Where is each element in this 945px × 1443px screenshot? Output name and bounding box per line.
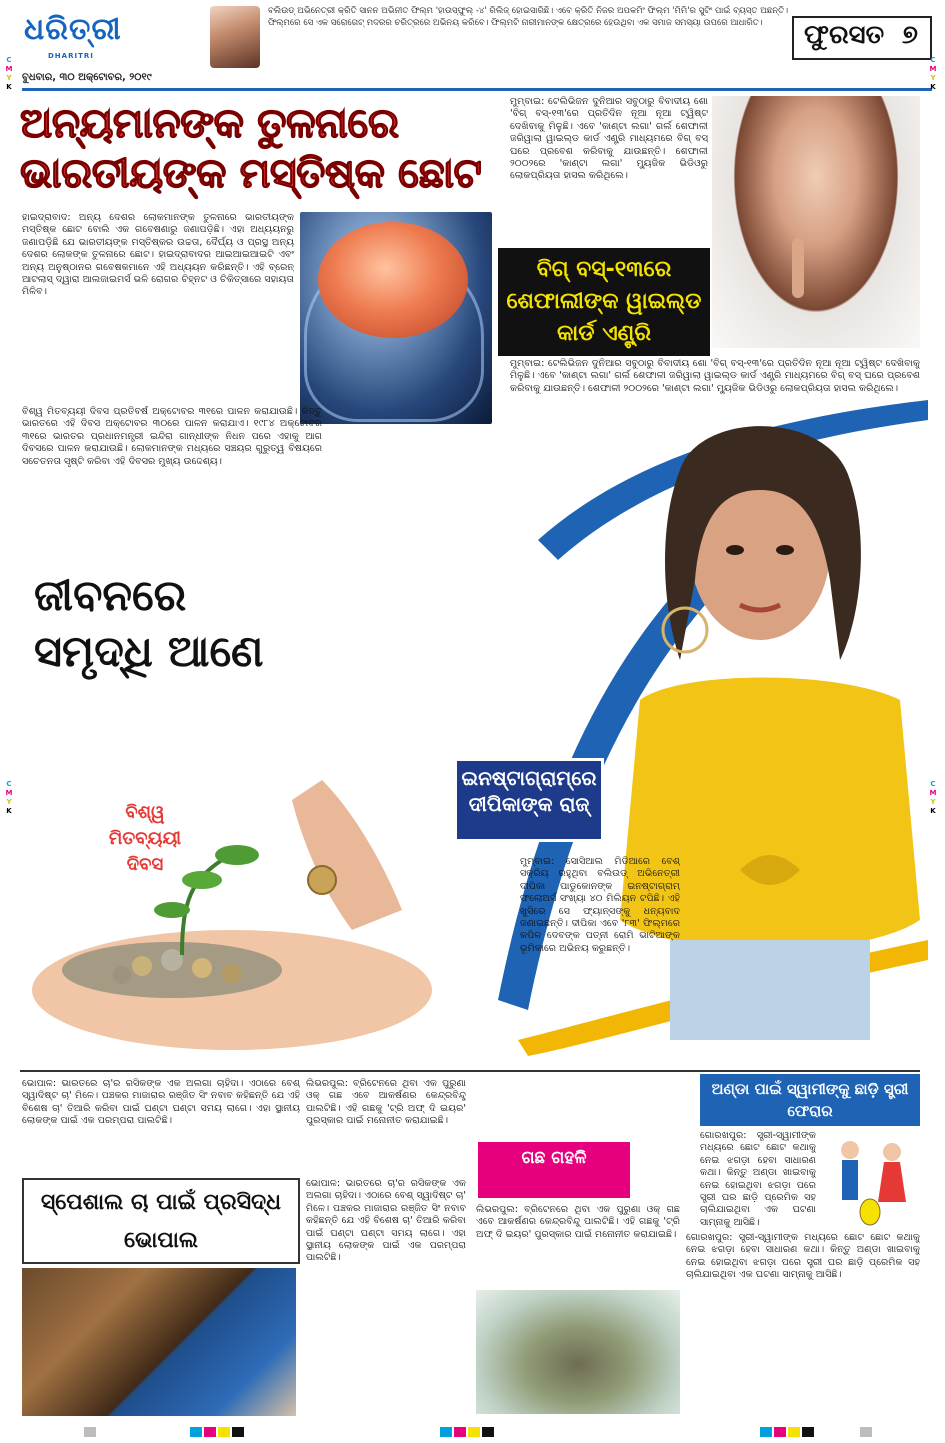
color-bar bbox=[468, 1427, 480, 1437]
savings-label: ବିଶ୍ୱ ମିତବ୍ୟୟୀ ଦିବସ bbox=[108, 802, 182, 875]
masthead bbox=[22, 6, 932, 92]
registration-mark: C M Y K bbox=[929, 780, 937, 815]
bhopal-heading: ସ୍ପେଶାଲ ଚା ପାଇଁ ପ୍ରସିଦ୍ଧ ଭୋପାଲ bbox=[22, 1178, 300, 1264]
biggboss-body-continued: ମୁମ୍ବାଇ: ଟେଲିଭିଜନ ଦୁନିଆର ସବୁଠାରୁ ବିବାଦୀୟ ଶୋ 'ବିଗ୍ ବସ୍-୧୩'ରେ ପ୍ରତିଦିନ ନୂଆ ନୂଆ ଟ୍ୱିଷ୍ଟ ଦେଖିବାକୁ ମିଳୁଛି। ଏବେ 'କାଣ୍ଟା ଲଗା' ଗର୍ଲ ଶେଫାଳୀ ଜରିୱାଲା ୱାଇଲ୍ଡ କାର୍ଡ ଏଣ୍ଟ୍ରି ମାଧ୍ୟମରେ ବିଗ୍ ବସ୍ ଘରେ ପ୍ରବେଶ କରିବାକୁ ଯାଉଛନ୍ତି। ଶେଫାଳୀ ୨୦୦୨ରେ 'କାଣ୍ଟା ଲଗା' ମ୍ୟୁଜିକ ଭିଡିଓରୁ ଲୋକପ୍ରିୟତା ହାସଲ କରିଥିଲେ। bbox=[510, 358, 920, 394]
brain-body: ହାଇଦ୍ରାବାଦ: ଅନ୍ୟ ଦେଶର ଲୋକମାନଙ୍କ ତୁଳନାରେ ଭାରତୀୟଙ୍କ ମସ୍ତିଷ୍କ ଛୋଟ ବୋଲି ଏକ ଗବେଷଣାରୁ ଜଣାପଡ଼ିଛି। ଏହା ଅଧ୍ୟୟନରୁ ଜଣାପଡ଼ିଛି ଯେ ଭାରତୀୟଙ୍କ ମସ୍ତିଷ୍କର ଉଚ୍ଚତା, ଦୈର୍ଘ୍ୟ ଓ ପ୍ରସ୍ଥ ଅନ୍ୟ ଦେଶର ଲୋକଙ୍କ ତୁଳନାରେ ଛୋଟ। ହାଇଦ୍ରାବାଦର ଆଇଆଇଆଇଟି ଏବଂ ଅନ୍ୟ ଅନୁଷ୍ଠାନର ଗବେଷକମାନେ ଏହି ଅଧ୍ୟୟନ କରିଛନ୍ତି। ଏହି ବ୍ରେନ୍ ଆଟଲାସ୍ ଦ୍ୱାରା ଆଲଜାଇମର୍ସ ଭଳି ରୋଗର ଚିହ୍ନଟ ଓ ଚିକିତ୍ସାରେ ସହାୟତା ମିଳିବ। bbox=[22, 212, 294, 298]
biggboss-heading: ବିଗ୍ ବସ୍-୧୩ରେ ଶେଫାଲୀଙ୍କ ୱାଇଲ୍ଡ କାର୍ଡ ଏଣ୍ଟ୍ରି bbox=[498, 248, 710, 356]
color-bar bbox=[802, 1427, 814, 1437]
color-bar bbox=[760, 1427, 772, 1437]
wife-heading: ଅଣ୍ଡା ପାଇଁ ସ୍ୱାମୀଙ୍କୁ ଛାଡ଼ି ସ୍ତ୍ରୀ ଫେରାର bbox=[700, 1074, 920, 1126]
coins-hand-illustration bbox=[22, 770, 442, 1060]
dateline: ବୁଧବାର, ୩୦ ଅକ୍ଟୋବର, ୨୦୧୯ bbox=[22, 72, 152, 83]
deepika-body: ମୁମ୍ବାଇ: ସୋସିଆଲ ମିଡିଆରେ ବେଶ୍ ସକ୍ରିୟ ରହୁଥିବା ବଲିଉଡ୍ ଅଭିନେତ୍ରୀ ଦୀପିକା ପାଡୁକୋନଙ୍କ ଇନଷ୍ଟାଗ୍ରାମ୍ ଫଲୋଅର୍ସ ସଂଖ୍ୟା ୪୦ ମିଲିୟନ ଟପିଛି। ଏହି ଖୁସିରେ ସେ ଫ୍ୟାନ୍ସଙ୍କୁ ଧନ୍ୟବାଦ ଜଣାଇଛନ୍ତି। ଦୀପିକା ଏବେ '୮୩' ଫିଲ୍ମରେ କପିଳ ଦେବଙ୍କ ପତ୍ନୀ ରୋମି ଭାଟିଆଙ୍କ ଭୂମିକାରେ ଅଭିନୟ କରୁଛନ୍ତି। bbox=[520, 856, 680, 954]
page-number: ୭ bbox=[902, 20, 918, 50]
color-bar bbox=[774, 1427, 786, 1437]
newspaper-logo-sub: DHARITRI bbox=[48, 52, 94, 60]
color-bar bbox=[84, 1427, 96, 1437]
brain-icon bbox=[318, 222, 468, 338]
color-bar bbox=[218, 1427, 230, 1437]
wife-body-continued: ଗୋରଖପୁର: ସ୍ତ୍ରୀ-ସ୍ୱାମୀଙ୍କ ମଧ୍ୟରେ ଛୋଟ ଛୋଟ କଥାକୁ ନେଇ ଝଗଡ଼ା ହେବା ସାଧାରଣ କଥା। କିନ୍ତୁ ଅଣ୍ଡା ଖାଇବାକୁ ନେଇ ହୋଇଥିବା ଝଗଡ଼ା ପରେ ସ୍ତ୍ରୀ ଘର ଛାଡ଼ି ପ୍ରେମିକ ସହ ଚାଲିଯାଇଥିବା ଏକ ଘଟଣା ସାମ୍ନାକୁ ଆସିଛି। bbox=[686, 1232, 920, 1281]
color-bar bbox=[190, 1427, 202, 1437]
bhopal-body: ଭୋପାଳ: ଭାରତରେ ଚା'ର ରସିକଙ୍କ ଏକ ଅଲଗା ଚାହିଦା। ଏଠାରେ ବେଶ୍ ସ୍ୱାଦିଷ୍ଟ ଚା' ମିଳେ। ପଞ୍ଚକର ମାଜାରାର ରଞ୍ଜିତ ସିଂ ନବାବ କହିଛନ୍ତି ଯେ ଏହି ବିଶେଷ ଚା' ତିଆରି କରିବା ପାଇଁ ଘଣ୍ଟା ଘଣ୍ଟା ସମୟ ଲାଗେ। ଏହା ସ୍ଥାନୀୟ ଲୋକଙ୍କ ପାଇଁ ଏକ ପରମ୍ପରା ପାଲଟିଛି। bbox=[22, 1078, 300, 1127]
masthead-rule bbox=[22, 88, 932, 91]
color-bar bbox=[860, 1427, 872, 1437]
deepika-heading: ଇନଷ୍ଟାଗ୍ରାମ୍‌ରେ ଦୀପିକାଙ୍କ ରାଜ୍ bbox=[454, 758, 604, 842]
color-bar bbox=[788, 1427, 800, 1437]
savings-heading: ଜୀବନରେ ସମୃଦ୍ଧି ଆଣେ bbox=[34, 571, 264, 677]
tree-photo bbox=[476, 1290, 680, 1414]
brain-headline: ଅନ୍ୟମାନଙ୍କ ତୁଳନାରେ ଭାରତୀୟଙ୍କ ମସ୍ତିଷ୍କ ଛୋଟ bbox=[20, 99, 482, 197]
wife-body: ଗୋରଖପୁର: ସ୍ତ୍ରୀ-ସ୍ୱାମୀଙ୍କ ମଧ୍ୟରେ ଛୋଟ ଛୋଟ କଥାକୁ ନେଇ ଝଗଡ଼ା ହେବା ସାଧାରଣ କଥା। କିନ୍ତୁ ଅଣ୍ଡା ଖାଇବାକୁ ନେଇ ହୋଇଥିବା ଝଗଡ଼ା ପରେ ସ୍ତ୍ରୀ ଘର ଛାଡ଼ି ପ୍ରେମିକ ସହ ଚାଲିଯାଇଥିବା ଏକ ଘଟଣା ସାମ୍ନାକୁ ଆସିଛି। bbox=[700, 1130, 816, 1228]
registration-mark: C M Y K bbox=[5, 56, 13, 91]
color-bar bbox=[232, 1427, 244, 1437]
color-bar bbox=[482, 1427, 494, 1437]
teaser-photo bbox=[210, 6, 260, 68]
registration-mark: C M Y K bbox=[5, 780, 13, 815]
registration-mark: C M Y K bbox=[929, 56, 937, 91]
newspaper-logo: ଧରିତ୍ରୀ bbox=[24, 12, 122, 47]
savings-body: ବିଶ୍ୱ ମିତବ୍ୟୟୀ ଦିବସ ପ୍ରତିବର୍ଷ ଅକ୍ଟୋବର ୩୧ରେ ପାଳନ କରାଯାଉଛି। କିନ୍ତୁ ଭାରତରେ ଏହି ଦିବସ ଅକ୍ଟୋବର ୩୦ରେ ପାଳନ କରାଯାଏ। ୧୯୮୪ ଅକ୍ଟୋବର ୩୧ରେ ଭାରତର ପ୍ରଧାନମନ୍ତ୍ରୀ ଇନ୍ଦିରା ଗାନ୍ଧୀଙ୍କ ନିଧନ ପରେ ଏହାକୁ ଆଗ ଦିବସରେ ପାଳନ କରାଯାଉଛି। ଲୋକମାନଙ୍କ ମଧ୍ୟରେ ସଞ୍ଚୟର ଗୁରୁତ୍ୱ ବିଷୟରେ ସଚେତନତା ସୃଷ୍ଟି କରିବା ଏହି ଦିବସର ମୁଖ୍ୟ ଉଦ୍ଦେଶ୍ୟ। bbox=[22, 406, 322, 467]
couple-illustration bbox=[820, 1130, 920, 1230]
tea-vendor-photo bbox=[22, 1268, 296, 1416]
tree-body: ଲିଭରପୁଲ: ବ୍ରିଟେନରେ ଥିବା ଏକ ପୁରୁଣା ଓକ୍ ଗଛ ଏବେ ଆକର୍ଷଣର କେନ୍ଦ୍ରବିନ୍ଦୁ ପାଲଟିଛି। ଏହି ଗଛକୁ 'ଟ୍ରି ଅଫ୍ ଦି ଇୟର' ପୁରସ୍କାର ପାଇଁ ମନୋନୀତ କରାଯାଇଛି। bbox=[306, 1078, 466, 1127]
tree-body-continued: ଲିଭରପୁଲ: ବ୍ରିଟେନରେ ଥିବା ଏକ ପୁରୁଣା ଓକ୍ ଗଛ ଏବେ ଆକର୍ଷଣର କେନ୍ଦ୍ରବିନ୍ଦୁ ପାଲଟିଛି। ଏହି ଗଛକୁ 'ଟ୍ରି ଅଫ୍ ଦି ଇୟର' ପୁରସ୍କାର ପାଇଁ ମନୋନୀତ କରାଯାଇଛି। bbox=[476, 1204, 680, 1240]
bhopal-body-continued: ଭୋପାଳ: ଭାରତରେ ଚା'ର ରସିକଙ୍କ ଏକ ଅଲଗା ଚାହିଦା। ଏଠାରେ ବେଶ୍ ସ୍ୱାଦିଷ୍ଟ ଚା' ମିଳେ। ପଞ୍ଚକର ମାଜାରାର ରଞ୍ଜିତ ସିଂ ନବାବ କହିଛନ୍ତି ଯେ ଏହି ବିଶେଷ ଚା' ତିଆରି କରିବା ପାଇଁ ଘଣ୍ଟା ଘଣ୍ଟା ସମୟ ଲାଗେ। ଏହା ସ୍ଥାନୀୟ ଲୋକଙ୍କ ପାଇଁ ଏକ ପରମ୍ପରା ପାଲଟିଛି। bbox=[306, 1178, 466, 1264]
tree-heading: ଗଛ ଗହଳି bbox=[478, 1142, 630, 1198]
color-bar bbox=[440, 1427, 452, 1437]
teaser-text: ବଲିଉଡ୍ ଅଭିନେତ୍ରୀ କ୍ରିତି ସାନନ ଅଭିନୀତ ଫିଲ୍ମ 'ହାଉସ୍‌ଫୁଲ୍ -୪' ରିଲିଜ୍ ହୋଇସାରିଛି। ଏବେ କ୍ରିତି ନିଜର ଅପକମିଂ ଫିଲ୍ମ 'ମିମି'ର ସୁଟିଂ ପାଇଁ ବ୍ୟସ୍ତ ଅଛନ୍ତି। ଫିଲ୍ମରେ ସେ ଏକ ସରୋଗେଟ୍ ମଦରର ଚରିତ୍ରରେ ଅଭିନୟ କରିବେ। ଫିଲ୍ମଟି ନାରୀମାନଙ୍କ କ୍ଷେତ୍ରରେ ହେଉଥିବା ଏକ ସମାଜ ସମସ୍ୟା ଉପରେ ଆଧାରିତ। bbox=[268, 6, 789, 28]
biggboss-body: ମୁମ୍ବାଇ: ଟେଲିଭିଜନ ଦୁନିଆର ସବୁଠାରୁ ବିବାଦୀୟ ଶୋ 'ବିଗ୍ ବସ୍-୧୩'ରେ ପ୍ରତିଦିନ ନୂଆ ନୂଆ ଟ୍ୱିଷ୍ଟ ଦେଖିବାକୁ ମିଳୁଛି। ଏବେ 'କାଣ୍ଟା ଲଗା' ଗର୍ଲ ଶେଫାଳୀ ଜରିୱାଲା ୱାଇଲ୍ଡ କାର୍ଡ ଏଣ୍ଟ୍ରି ମାଧ୍ୟମରେ ବିଗ୍ ବସ୍ ଘରେ ପ୍ରବେଶ କରିବାକୁ ଯାଉଛନ୍ତି। ଶେଫାଳୀ ୨୦୦୨ରେ 'କାଣ୍ଟା ଲଗା' ମ୍ୟୁଜିକ ଭିଡିଓରୁ ଲୋକପ୍ରିୟତା ହାସଲ କରିଥିଲେ। bbox=[510, 96, 708, 182]
color-bar bbox=[204, 1427, 216, 1437]
section-name: ଫୁରସତ bbox=[804, 20, 885, 50]
finger-icon bbox=[792, 238, 804, 298]
shefali-photo bbox=[712, 96, 920, 348]
section-rule bbox=[20, 1070, 920, 1072]
color-bar bbox=[454, 1427, 466, 1437]
